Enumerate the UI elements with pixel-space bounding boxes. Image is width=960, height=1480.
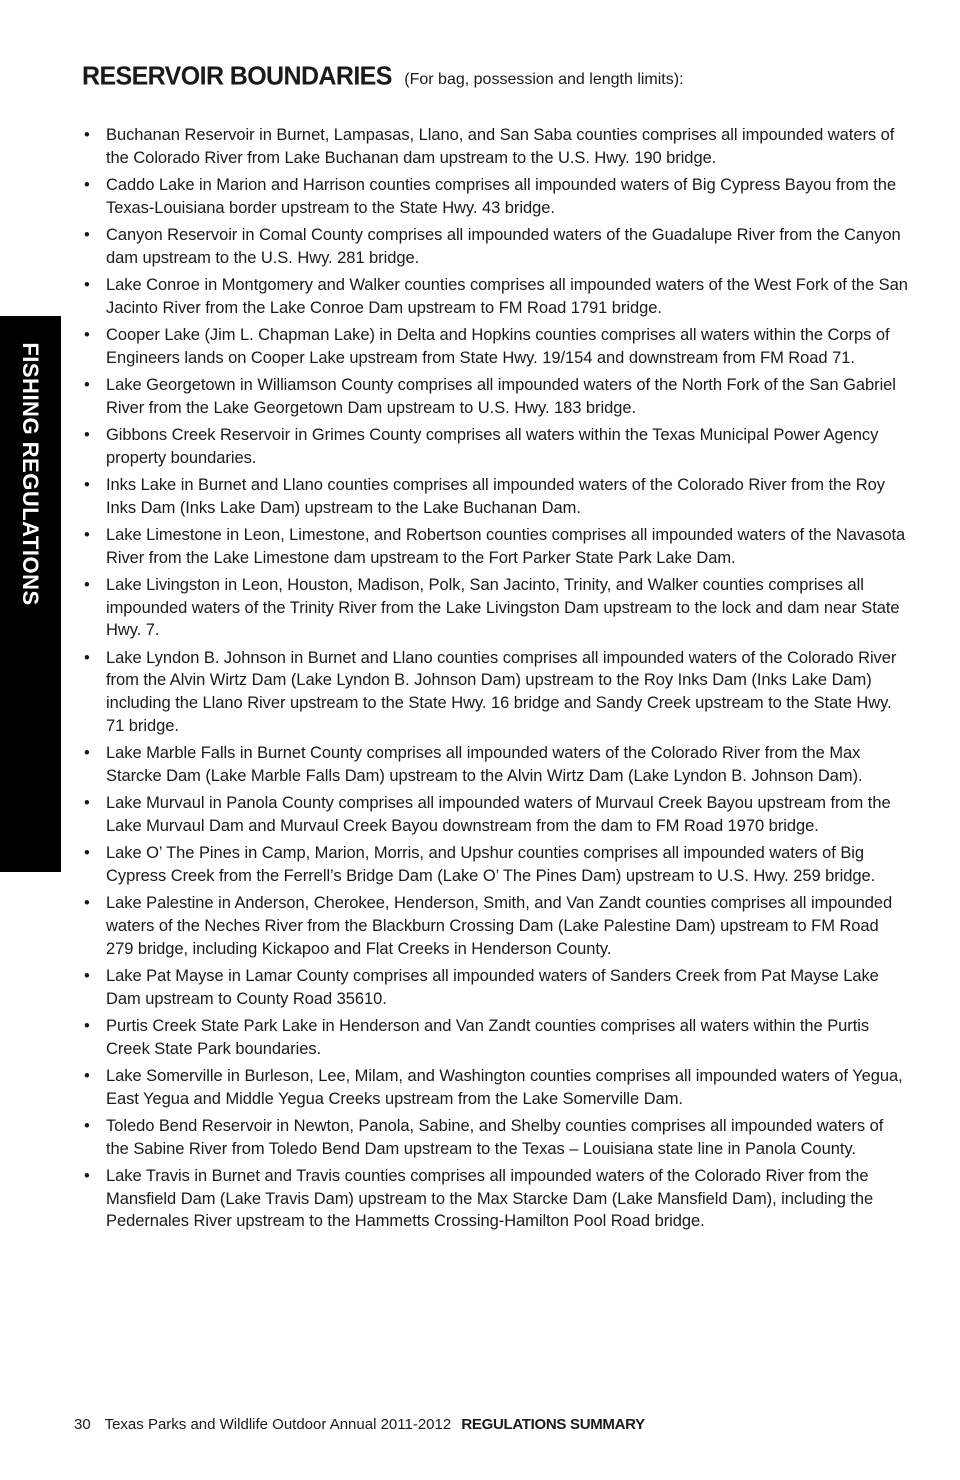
list-item-text: Lake Marble Falls in Burnet County comprises all impounded waters of the Colorado River from the Max Starcke Dam (Lake Marble Falls Dam) upstream to the Alvin Wirtz Dam (Lake Lyndon B. Johnson Dam). (106, 744, 863, 786)
bullet-icon: • (84, 966, 90, 985)
list-item (82, 474, 908, 520)
list-item-text: Cooper Lake (Jim L. Chapman Lake) in Delta and Hopkins counties comprises all waters within the Corps of Engineers lands on Cooper Lake upstream from State Hwy. 19/154 and downstream from FM Road 71. (106, 325, 890, 367)
list-item (82, 892, 908, 960)
page-number: 30 (74, 1416, 91, 1433)
list-item-text: Buchanan Reservoir in Burnet, Lampasas, Llano, and San Saba counties comprises all impounded waters of the Colorado River from Lake Buchanan dam upstream to the U.S. Hwy. 190 bridge. (106, 126, 895, 167)
list-item (82, 792, 908, 838)
bullet-icon: • (84, 575, 90, 594)
bullet-icon: • (84, 794, 90, 813)
list-item-text: Caddo Lake in Marion and Harrison counties comprises all impounded waters of Big Cypress Bayou from the Texas-Louisiana border upstream to the State Hwy. 43 bridge. (106, 175, 896, 217)
bullet-icon: • (84, 475, 90, 494)
list-item (82, 1115, 908, 1161)
list-item-text: Purtis Creek State Park Lake in Henderson and Van Zandt counties comprises all waters within the Purtis Creek State Park boundaries. (106, 1016, 870, 1058)
list-item-text: Lake Lyndon B. Johnson in Burnet and Llano counties comprises all impounded waters of the Colorado River from the Alvin Wirtz Dam (Lake Lyndon B. Johnson Dam) upstream to the Roy Inks Dam (Inks Lake Dam) including the Llano River upstream to the State Hwy. 16 bridge and Sandy Creek upstream to the State Hwy. 71 bridge. (106, 648, 897, 736)
section-side-tab-label: FISHING REGULATIONS (18, 342, 43, 606)
list-item (82, 574, 908, 642)
bullet-icon: • (84, 525, 90, 544)
bullet-icon: • (84, 844, 90, 863)
list-item-text: Lake Pat Mayse in Lamar County comprises all impounded waters of Sanders Creek from Pat Mayse Lake Dam upstream to County Road 35610. (106, 966, 879, 1008)
list-item (82, 174, 908, 220)
list-item (82, 1165, 908, 1233)
publication-name: Texas Parks and Wildlife Outdoor Annual 2011-2012 (104, 1416, 452, 1433)
bullet-icon: • (84, 744, 90, 763)
list-item-text: Lake Limestone in Leon, Limestone, and Robertson counties comprises all impounded waters of the Navasota River from the Lake Limestone dam upstream to the Fort Parker State Park Lake Dam. (106, 525, 906, 567)
list-item-text: Lake Travis in Burnet and Travis counties comprises all impounded waters of the Colorado River from the Mansfield Dam (Lake Travis Dam) upstream to the Max Starcke Dam (Lake Mansfield Dam), including the Pedernales River upstream to the Hammetts Crossing-Hamilton Pool Road bridge. (106, 1166, 874, 1231)
list-item (82, 1065, 908, 1111)
bullet-icon: • (84, 225, 90, 244)
list-item-text: Lake O’ The Pines in Camp, Marion, Morris, and Upshur counties comprises all impounded waters of Big Cypress Creek from the Ferrell’s Bridge Dam (Lake O’ The Pines Dam) upstream to U.S. Hwy. 259 bridge. (106, 844, 876, 885)
list-item (82, 1015, 908, 1061)
list-item (82, 374, 908, 420)
bullet-icon: • (84, 375, 90, 394)
page-footer (74, 1416, 645, 1433)
bullet-icon: • (84, 126, 90, 144)
list-item (82, 842, 908, 888)
list-item-text: Lake Conroe in Montgomery and Walker counties comprises all impounded waters of the West Fork of the San Jacinto River from the Lake Conroe Dam upstream to FM Road 1791 bridge. (106, 275, 908, 317)
list-item (82, 324, 908, 370)
list-item (82, 524, 908, 570)
bullet-icon: • (84, 275, 90, 294)
list-item-text: Gibbons Creek Reservoir in Grimes County comprises all waters within the Texas Municipal Power Agency property boundaries. (106, 425, 879, 467)
list-item-text: Canyon Reservoir in Comal County comprises all impounded waters of the Guadalupe River from the Canyon dam upstream to the U.S. Hwy. 281 bridge. (106, 225, 901, 267)
page-subtitle: (For bag, possession and length limits): (404, 71, 684, 88)
section-name: REGULATIONS SUMMARY (461, 1416, 645, 1433)
list-item (82, 424, 908, 470)
bullet-icon: • (84, 1116, 90, 1135)
bullet-icon: • (84, 325, 90, 344)
bullet-icon: • (84, 425, 90, 444)
list-item-text: Lake Palestine in Anderson, Cherokee, Henderson, Smith, and Van Zandt counties comprises all impounded waters of the Neches River from the Blackburn Crossing Dam (Lake Palestine Dam) upstream to FM Road 279 bridge, including Kickapoo and Flat Creeks in Henderson County. (106, 894, 893, 958)
list-item (82, 965, 908, 1011)
bullet-icon: • (84, 1016, 90, 1035)
reservoir-boundary-list (82, 124, 908, 1238)
list-item-text: Inks Lake in Burnet and Llano counties comprises all impounded waters of the Colorado River from the Roy Inks Dam (Inks Lake Dam) upstream to the Lake Buchanan Dam. (106, 475, 885, 517)
bullet-icon: • (84, 175, 90, 194)
list-item-text: Toledo Bend Reservoir in Newton, Panola, Sabine, and Shelby counties comprises all impounded waters of the Sabine River from Toledo Bend Dam upstream to the Texas – Louisiana state line in Panola County. (106, 1116, 884, 1158)
list-item (82, 742, 908, 788)
page-title: RESERVOIR BOUNDARIES (82, 61, 392, 91)
bullet-icon: • (84, 1066, 90, 1085)
list-item (82, 224, 908, 270)
bullet-icon: • (84, 648, 90, 667)
list-item-text: Lake Somerville in Burleson, Lee, Milam, and Washington counties comprises all impounded waters of Yegua, East Yegua and Middle Yegua Creeks upstream from the Lake Somerville Dam. (106, 1066, 903, 1108)
list-item-text: Lake Murvaul in Panola County comprises all impounded waters of Murvaul Creek Bayou upstream from the Lake Murvaul Dam and Murvaul Creek Bayou downstream from the dam to FM Road 1970 bridge. (106, 794, 891, 835)
section-heading (82, 62, 684, 91)
list-item (82, 274, 908, 320)
bullet-icon: • (84, 1166, 90, 1185)
list-item (82, 647, 908, 738)
list-item-text: Lake Livingston in Leon, Houston, Madison, Polk, San Jacinto, Trinity, and Walker counties comprises all impounded waters of the Trinity River from the Lake Livingston Dam upstream to the lock and dam near State Hwy. 7. (106, 575, 900, 640)
list-item-text: Lake Georgetown in Williamson County comprises all impounded waters of the North Fork of the San Gabriel River from the Lake Georgetown Dam upstream to U.S. Hwy. 183 bridge. (106, 375, 896, 417)
list-item (82, 124, 908, 170)
bullet-icon: • (84, 894, 90, 913)
